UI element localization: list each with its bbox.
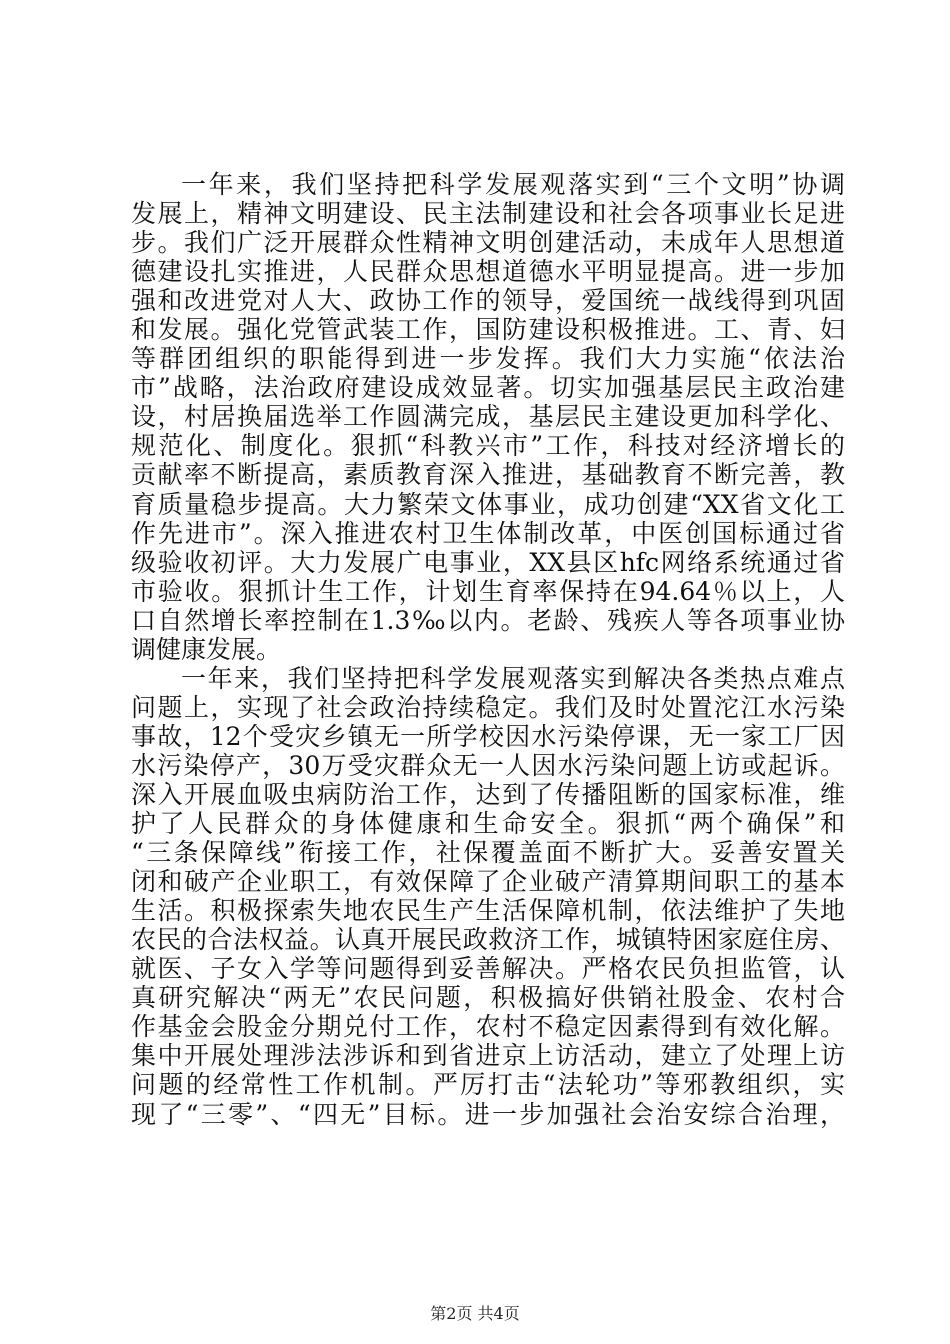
text-line: 发展上，精神文明建设、民主法制建设和社会各项事业长足进: [131, 199, 845, 229]
text-line: 贡献率不断提高，素质教育深入推进，基础教育不断完善，教: [131, 460, 845, 490]
text-line: 设，村居换届选举工作圆满完成，基层民主建设更加科学化、: [131, 402, 845, 432]
text-line: 事故，12个受灾乡镇无一所学校因水污染停课，无一家工厂因: [131, 721, 845, 751]
text-line: 闭和破产企业职工，有效保障了企业破产清算期间职工的基本: [131, 867, 845, 897]
text-line: 作基金会股金分期兑付工作，农村不稳定因素得到有效化解。: [131, 1012, 845, 1042]
text-line: 一年来，我们坚持把科学发展观落实到“三个文明”协调: [181, 170, 845, 199]
text-line: 就医、子女入学等问题得到妥善解决。严格农民负担监管，认: [131, 954, 845, 984]
text-line: 市验收。狠抓计生工作，计划生育率保持在94.64％以上，人: [131, 576, 845, 606]
text-line: 等群团组织的职能得到进一步发挥。我们大力实施“依法治: [131, 344, 845, 374]
text-line: 一年来，我们坚持把科学发展观落实到解决各类热点难点: [181, 663, 845, 693]
text-line: 级验收初评。大力发展广电事业，XX县区hfc网络系统通过省: [131, 547, 845, 577]
text-line: 市”战略，法治政府建设成效显著。切实加强基层民主政治建: [131, 373, 845, 403]
text-line: 农民的合法权益。认真开展民政救济工作，城镇特困家庭住房、: [131, 925, 845, 955]
text-line: 水污染停产，30万受灾群众无一人因水污染问题上访或起诉。: [131, 750, 845, 780]
text-line: 真研究解决“两无”农民问题，积极搞好供销社股金、农村合: [131, 983, 845, 1013]
text-line: 作先进市”。深入推进农村卫生体制改革，中医创国标通过省: [131, 518, 845, 548]
paragraph-1: [131, 170, 845, 664]
text-line: 集中开展处理涉法涉诉和到省进京上访活动，建立了处理上访: [131, 1041, 845, 1071]
text-line: 育质量稳步提高。大力繁荣文体事业，成功创建“XX省文化工: [131, 489, 845, 519]
document-body: [131, 170, 845, 1129]
text-line: 护了人民群众的身体健康和生命安全。狠抓“两个确保”和: [131, 809, 845, 839]
text-line: 强和改进党对人大、政协工作的领导，爱国统一战线得到巩固: [131, 286, 845, 316]
text-line: 规范化、制度化。狠抓“科教兴市”工作，科技对经济增长的: [131, 431, 845, 461]
text-line: 德建设扎实推进，人民群众思想道德水平明显提高。进一步加: [131, 257, 845, 287]
text-line: 和发展。强化党管武装工作，国防建设积极推进。工、青、妇: [131, 315, 845, 345]
text-line: 问题上，实现了社会政治持续稳定。我们及时处置沱江水污染: [131, 692, 845, 722]
text-line: 调健康发展。: [131, 634, 282, 664]
text-line: 深入开展血吸虫病防治工作，达到了传播阻断的国家标准，维: [131, 779, 845, 809]
text-line: 口自然增长率控制在1.3‰以内。老龄、残疾人等各项事业协: [131, 605, 845, 635]
text-line: “三条保障线”衔接工作，社保覆盖面不断扩大。妥善安置关: [131, 838, 845, 868]
page-footer: 第2页 共4页: [430, 1304, 520, 1323]
text-line: 步。我们广泛开展群众性精神文明创建活动，未成年人思想道: [131, 228, 845, 258]
text-line: 现了“三零”、“四无”目标。进一步加强社会治安综合治理，: [131, 1099, 845, 1129]
text-line: 生活。积极探索失地农民生产生活保障机制，依法维护了失地: [131, 896, 845, 926]
paragraph-2: [131, 664, 845, 1129]
text-line: 问题的经常性工作机制。严厉打击“法轮功”等邪教组织，实: [131, 1070, 845, 1100]
